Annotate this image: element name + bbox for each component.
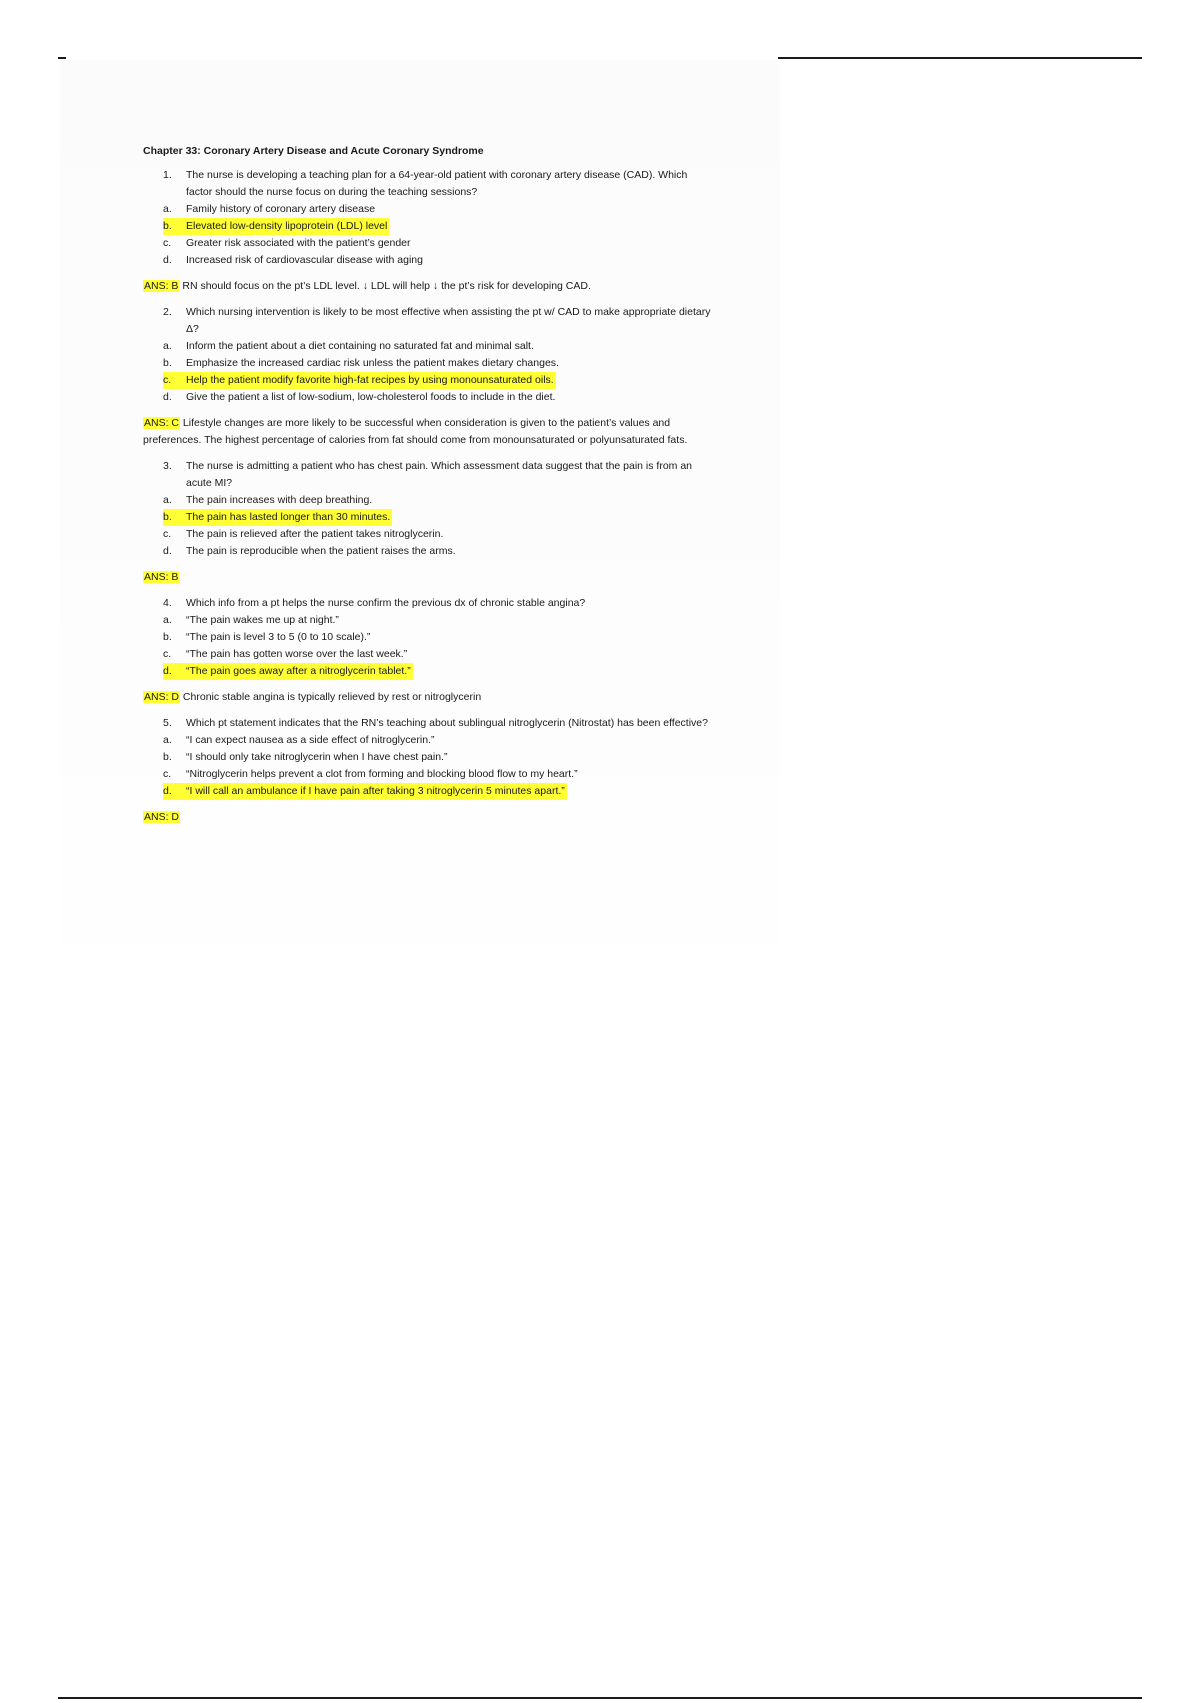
question-text: The nurse is developing a teaching plan for a 64-year-old patient with coronary artery disease (CAD). Which factor should the nurse focus on during the teaching sessions?: [186, 169, 688, 198]
question-5: [143, 715, 713, 826]
option-letter: a.: [163, 340, 172, 352]
option-letter: c.: [163, 768, 172, 780]
option-text: Elevated low-density lipoprotein (LDL) level: [186, 220, 388, 232]
question-number: 2.: [163, 306, 172, 318]
option-letter: b.: [163, 631, 172, 643]
option-list: [143, 732, 713, 800]
option-d: [143, 389, 713, 406]
option-c-correct: [143, 372, 713, 389]
option-text: “I should only take nitroglycerin when I have chest pain.”: [186, 751, 448, 763]
question-number: 3.: [163, 460, 172, 472]
option-letter: d.: [163, 391, 172, 403]
answer-line: [143, 809, 713, 826]
option-d-correct: [143, 783, 713, 800]
option-text: “I will call an ambulance if I have pain after taking 3 nitroglycerin 5 minutes apart.”: [186, 785, 565, 797]
question-text: The nurse is admitting a patient who has chest pain. Which assessment data suggest that the pain is from an acute MI?: [186, 460, 693, 489]
question-stem: [143, 304, 713, 338]
header-rule-right: [778, 57, 1142, 59]
answer-label: ANS: C: [144, 417, 180, 429]
option-text: The pain has lasted longer than 30 minutes.: [186, 511, 391, 523]
option-c: [143, 766, 713, 783]
document-body: [143, 143, 713, 835]
answer-label: ANS: D: [144, 811, 180, 823]
option-list: [143, 338, 713, 406]
option-letter: b.: [163, 511, 172, 523]
question-2: [143, 304, 713, 449]
question-1: [143, 167, 713, 295]
question-stem: [143, 715, 713, 732]
option-d: [143, 252, 713, 269]
option-highlight: [163, 783, 567, 800]
option-text: Help the patient modify favorite high-fat recipes by using monounsaturated oils.: [186, 374, 554, 386]
option-a: [143, 201, 713, 218]
option-text: Family history of coronary artery disease: [186, 203, 376, 215]
question-text: Which pt statement indicates that the RN’s teaching about sublingual nitroglycerin (Nitrostat) has been effective?: [186, 717, 708, 729]
option-c: [143, 526, 713, 543]
option-b: [143, 749, 713, 766]
option-letter: c.: [163, 648, 172, 660]
question-stem: [143, 167, 713, 201]
option-text: “The pain is level 3 to 5 (0 to 10 scale).”: [186, 631, 371, 643]
option-list: [143, 612, 713, 680]
answer-rationale: RN should focus on the pt’s LDL level. ↓ LDL will help ↓ the pt’s risk for developing CAD.: [179, 280, 591, 292]
answer-label: ANS: D: [144, 691, 180, 703]
option-letter: a.: [163, 203, 172, 215]
option-text: “The pain has gotten worse over the last week.”: [186, 648, 408, 660]
option-list: [143, 201, 713, 269]
question-number: 5.: [163, 717, 172, 729]
answer-line: [143, 415, 713, 449]
footer-rule: [58, 1697, 1142, 1699]
option-list: [143, 492, 713, 560]
option-letter: b.: [163, 357, 172, 369]
option-text: “I can expect nausea as a side effect of nitroglycerin.”: [186, 734, 435, 746]
option-text: Inform the patient about a diet containing no saturated fat and minimal salt.: [186, 340, 534, 352]
option-b: [143, 355, 713, 372]
option-text: Increased risk of cardiovascular disease with aging: [186, 254, 423, 266]
question-stem: [143, 458, 713, 492]
option-a: [143, 492, 713, 509]
option-d-correct: [143, 663, 713, 680]
option-a: [143, 612, 713, 629]
option-text: “The pain wakes me up at night.”: [186, 614, 339, 626]
option-letter: b.: [163, 751, 172, 763]
option-text: “The pain goes away after a nitroglycerin tablet.”: [186, 665, 411, 677]
option-highlight: [163, 372, 556, 389]
option-highlight: [163, 509, 392, 526]
option-text: Give the patient a list of low-sodium, low-cholesterol foods to include in the diet.: [186, 391, 556, 403]
option-c: [143, 235, 713, 252]
question-stem: [143, 595, 713, 612]
option-d: [143, 543, 713, 560]
question-number: 1.: [163, 169, 172, 181]
question-4: [143, 595, 713, 706]
option-letter: c.: [163, 528, 172, 540]
question-text: Which nursing intervention is likely to be most effective when assisting the pt w/ CAD to make appropriate dietary Δ?: [186, 306, 711, 335]
option-b-correct: [143, 218, 713, 235]
answer-line: [143, 689, 713, 706]
question-text: Which info from a pt helps the nurse confirm the previous dx of chronic stable angina?: [186, 597, 586, 609]
chapter-title: Chapter 33: Coronary Artery Disease and Acute Coronary Syndrome: [143, 145, 484, 157]
question-3: [143, 458, 713, 586]
option-highlight: [163, 663, 413, 680]
option-letter: c.: [163, 237, 172, 249]
option-b: [143, 629, 713, 646]
answer-rationale: Chronic stable angina is typically relieved by rest or nitroglycerin: [180, 691, 482, 703]
option-letter: b.: [163, 220, 172, 232]
option-text: The pain is reproducible when the patient raises the arms.: [186, 545, 456, 557]
header-rule-left: [58, 57, 66, 59]
answer-rationale: Lifestyle changes are more likely to be successful when consideration is given to the patient’s values and preferences. The highest percentage of calories from fat should come from monounsaturated or polyunsaturated fats.: [143, 417, 688, 446]
option-letter: a.: [163, 494, 172, 506]
option-letter: c.: [163, 374, 172, 386]
option-text: The pain is relieved after the patient takes nitroglycerin.: [186, 528, 444, 540]
option-letter: a.: [163, 614, 172, 626]
option-letter: d.: [163, 254, 172, 266]
option-c: [143, 646, 713, 663]
option-letter: d.: [163, 665, 172, 677]
option-highlight: [163, 218, 389, 235]
option-letter: d.: [163, 545, 172, 557]
answer-line: [143, 278, 713, 295]
option-letter: d.: [163, 785, 172, 797]
option-text: Emphasize the increased cardiac risk unless the patient makes dietary changes.: [186, 357, 559, 369]
option-text: The pain increases with deep breathing.: [186, 494, 373, 506]
option-letter: a.: [163, 734, 172, 746]
option-text: Greater risk associated with the patient’s gender: [186, 237, 411, 249]
answer-label: ANS: B: [144, 571, 179, 583]
answer-line: [143, 569, 713, 586]
option-b-correct: [143, 509, 713, 526]
option-a: [143, 732, 713, 749]
question-number: 4.: [163, 597, 172, 609]
option-text: “Nitroglycerin helps prevent a clot from forming and blocking blood flow to my heart.”: [186, 768, 578, 780]
answer-label: ANS: B: [144, 280, 179, 292]
option-a: [143, 338, 713, 355]
